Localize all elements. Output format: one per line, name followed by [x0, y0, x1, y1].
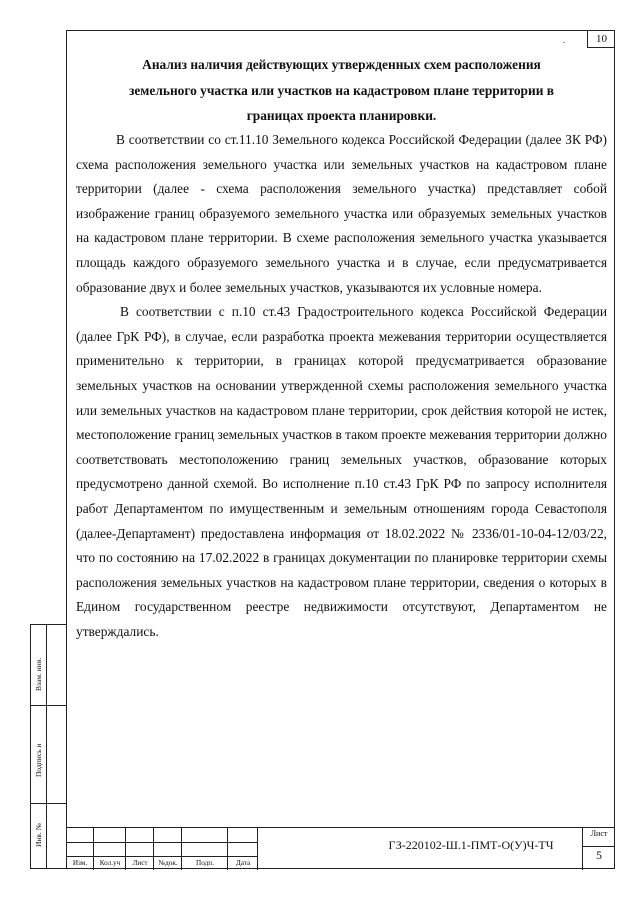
corner-mark: .: [563, 35, 566, 45]
title-line-3: границах проекта планировки.: [246, 108, 437, 124]
section-title: [76, 52, 607, 129]
paragraph-2: В соответствии с п.10 ст.43 Градостроительного кодекса Российской Федерации (далее ГрК РФ), в случае, если разработка проекта межевания территории осуществляется применительно к территории, в границах которой предусматривается образование земельных участков на основании утвержденной схемы расположения земельного участка или земельных участков на кадастровом плане территории, срок действия которой не истек, местоположение границ земельных участков в таком проекте межевания территории должно соответствовать местоположению границ земельных участков, образование которых предусмотрено данной схемой. Во исполнение п.10 ст.43 ГрК РФ по запросу исполнителя работ Департаментом по имущественным и земельным отношениям города Севастополя (далее-Департамент) предоставлена информация от 18.02.2022 № 2336/01-10-04-12/03/22, что по состоянию на 17.02.2022 в границах документации по планировке территории схемы расположения земельных участков на кадастровом плане территории, сведения о которых в Едином государственном реестре недвижимости отсутствуют, Департаментом не утверждались.: [76, 304, 607, 639]
side-label-podpis: Подпись и: [34, 743, 43, 777]
side-strip: [30, 624, 66, 869]
document-body: [76, 128, 607, 644]
title-line-1: Анализ наличия действующих утвержденных схем расположения: [142, 57, 541, 72]
stamp-header-izm: Изм.: [72, 859, 88, 867]
sheet-value: 5: [596, 848, 602, 862]
stamp-header-ndok: №док.: [158, 859, 178, 867]
stamp-header-data: Дата: [235, 859, 251, 867]
document-code: ГЗ-220102-Ш.1-ПМТ-О(У)Ч-ТЧ: [388, 838, 554, 852]
side-divider: [31, 705, 66, 706]
side-label-vzam: Взам. инв.: [34, 657, 43, 691]
stamp-row-line: [66, 856, 258, 857]
sheet-label: Лист: [590, 829, 608, 838]
side-divider: [31, 803, 66, 804]
side-label-inv: Инв. №: [34, 823, 43, 847]
stamp-header-list: Лист: [132, 859, 148, 867]
paragraph-1: В соответствии со ст.11.10 Земельного кодекса Российской Федерации (далее ЗК РФ) схема расположения земельного участка или земельных участков на кадастровом плане территории (далее - схема расположения земельного участка) представляет собой изображение границ образуемого земельного участка или образуемых земельных участков на кадастровом плане территории. В схеме расположения земельного участка указывается площадь каждого образуемого земельного участка и в случае, если предусматривается образование двух и более земельных участков, указываются их условные номера.: [76, 132, 607, 295]
sheet-number-box: 10: [587, 30, 615, 48]
stamp-header-podp: Подп.: [196, 859, 214, 867]
stamp-row-line: [66, 842, 258, 843]
title-line-2: земельного участка или участков на кадастровом плане территории в: [128, 82, 555, 98]
stamp-header-kolvo: Кол.уч: [99, 859, 121, 867]
title-block-stamp: [66, 827, 615, 869]
